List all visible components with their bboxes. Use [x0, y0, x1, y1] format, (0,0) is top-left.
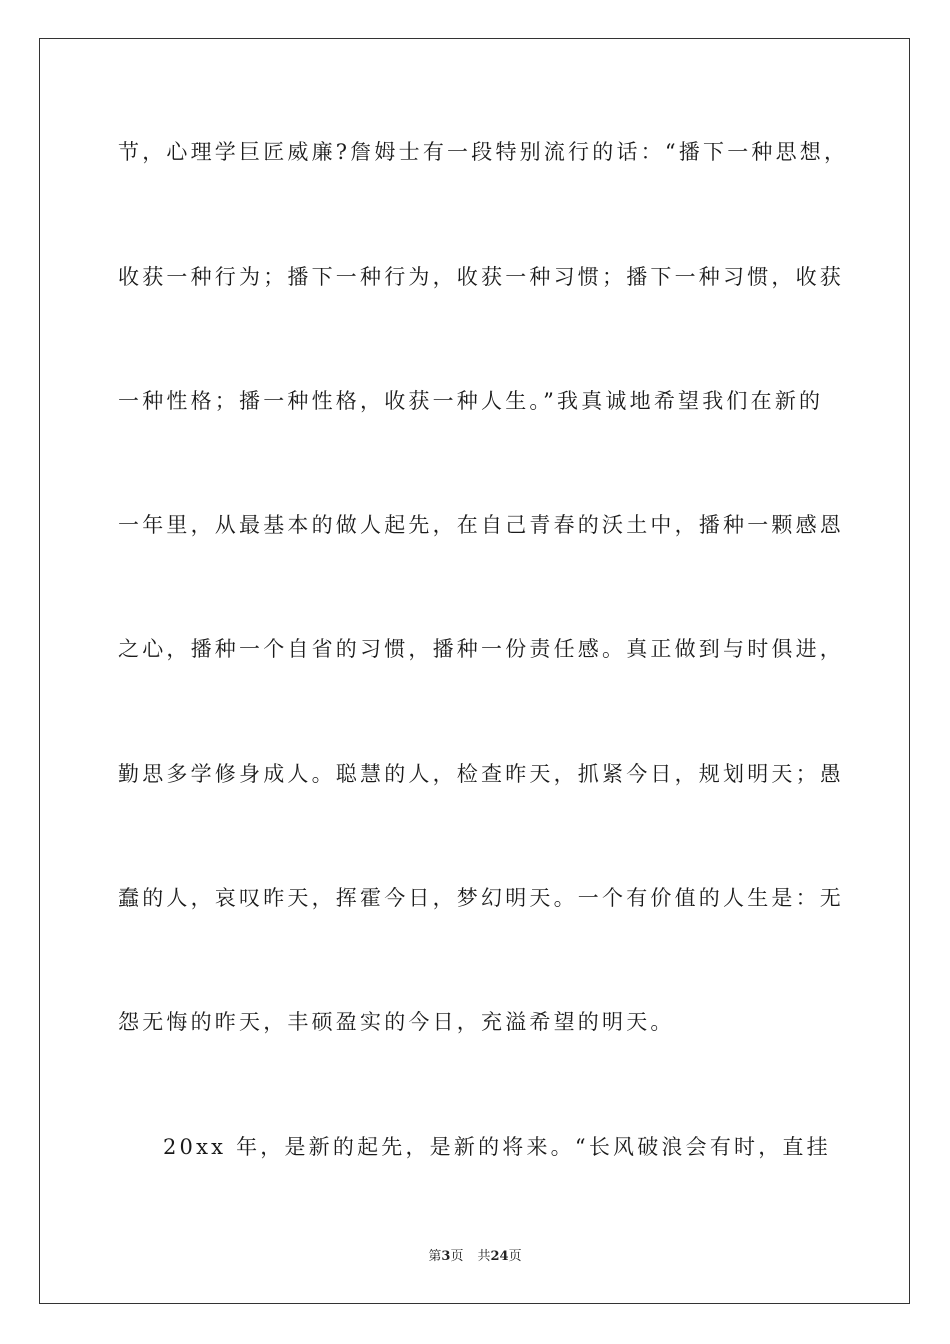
body-text-line-4: 一年里，从最基本的做人起先，在自己青春的沃土中，播种一颗感恩: [118, 513, 844, 537]
page-label-prefix: 第: [428, 1249, 442, 1264]
page-label-suffix: 页: [450, 1249, 464, 1264]
page-border: [39, 38, 910, 1304]
body-text-line-8: 怨无悔的昨天，丰硕盈实的今日，充溢希望的明天。: [118, 1010, 675, 1034]
body-text-line-3: 一种性格；播一种性格，收获一种人生。”我真诚地希望我们在新的: [118, 389, 824, 413]
body-text-line-2: 收获一种行为；播下一种行为，收获一种习惯；播下一种习惯，收获: [118, 265, 844, 289]
body-text-line-9-indented: 20xx 年，是新的起先，是新的将来。“长风破浪会有时，直挂: [163, 1135, 831, 1159]
total-pages: 24: [490, 1249, 509, 1264]
body-text-line-1: 节，心理学巨匠威廉?詹姆士有一段特别流行的话：“播下一种思想，: [118, 140, 849, 164]
total-label-prefix: 共: [477, 1249, 491, 1264]
total-label-suffix: 页: [508, 1249, 522, 1264]
page-number: 3: [441, 1249, 451, 1264]
page-footer: [0, 1248, 950, 1266]
body-text-line-6: 勤思多学修身成人。聪慧的人，检查昨天，抓紧今日，规划明天；愚: [118, 762, 844, 786]
body-text-line-5: 之心，播种一个自省的习惯，播种一份责任感。真正做到与时俱进，: [118, 637, 844, 661]
body-text-line-7: 蠢的人，哀叹昨天，挥霍今日，梦幻明天。一个有价值的人生是：无: [118, 886, 844, 910]
